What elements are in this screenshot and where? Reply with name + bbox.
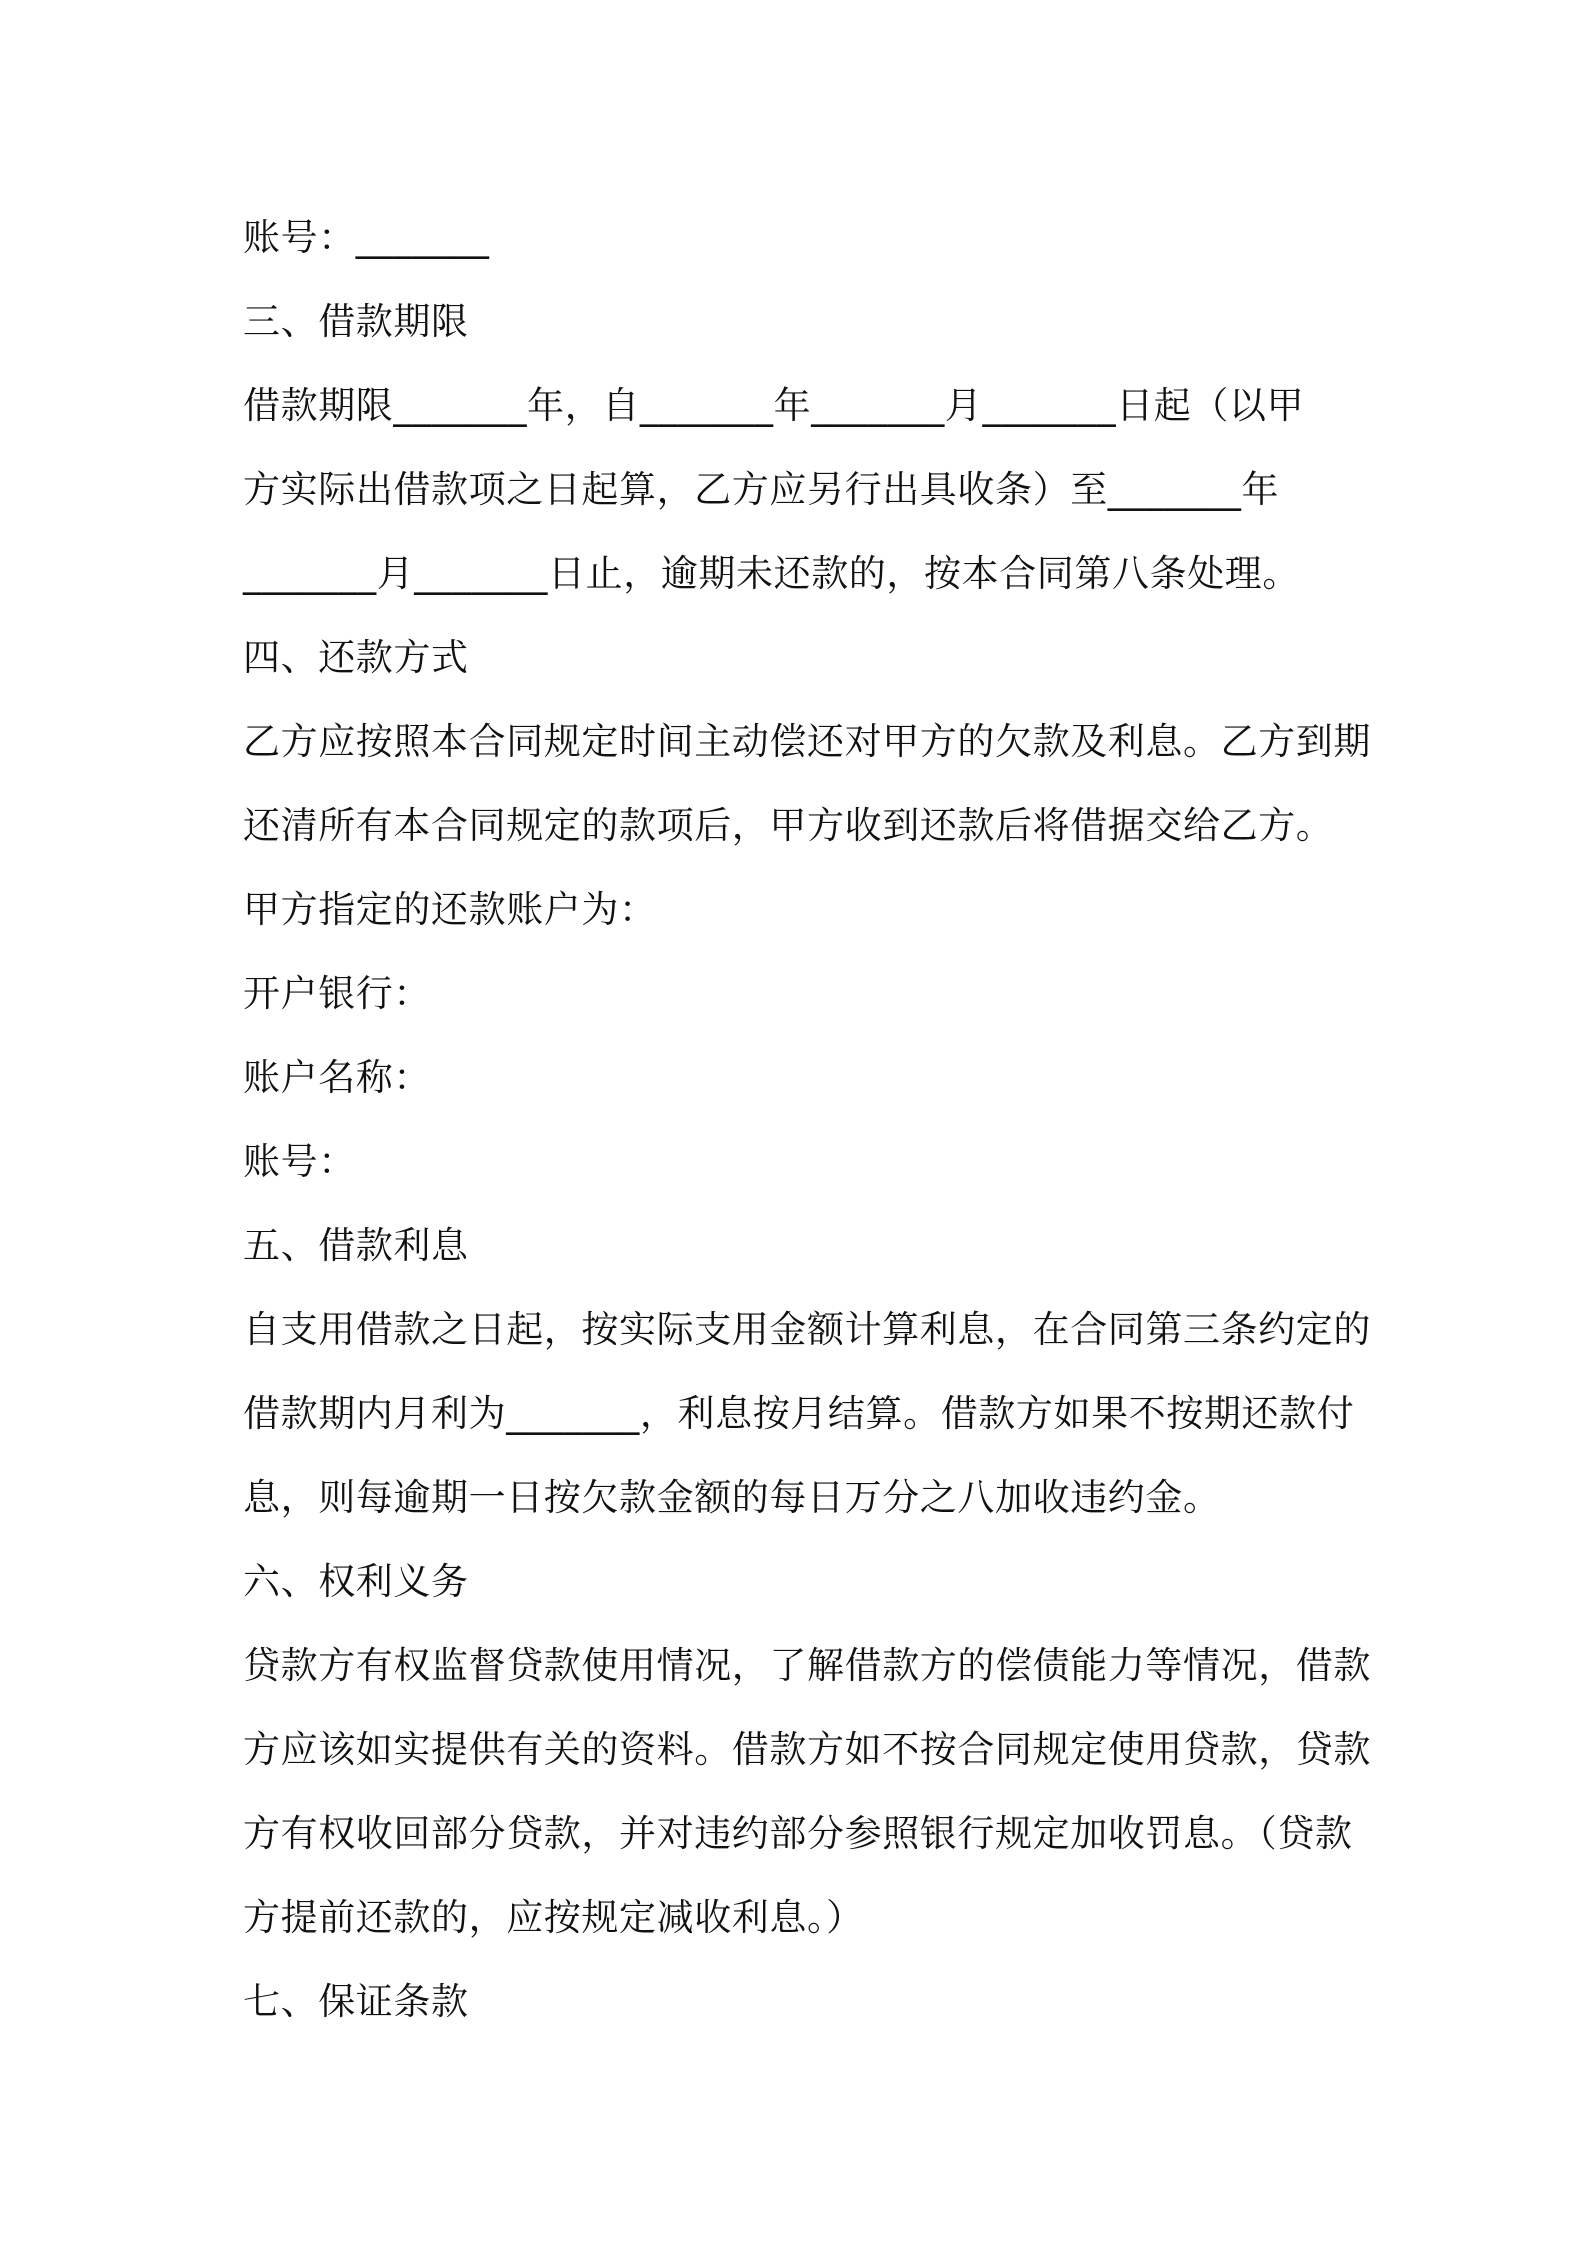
paragraph-line: _______月_______日止，逾期未还款的，按本合同第八条处理。 bbox=[243, 552, 1300, 595]
paragraph-line: 方提前还款的，应按规定减收利息。） bbox=[243, 1896, 864, 1939]
paragraph-line: 方有权收回部分贷款，并对违约部分参照银行规定加收罚息。（贷款 bbox=[243, 1812, 1353, 1855]
paragraph-line: 还清所有本合同规定的款项后，甲方收到还款后将借据交给乙方。 bbox=[243, 804, 1334, 847]
paragraph-line: 方应该如实提供有关的资料。借款方如不按合同规定使用贷款，贷款 bbox=[243, 1728, 1371, 1771]
paragraph-line: 贷款方有权监督贷款使用情况，了解借款方的偿债能力等情况，借款 bbox=[243, 1644, 1371, 1687]
document-page bbox=[243, 196, 1371, 2044]
paragraph-line: 借款期内月利为_______，利息按月结算。借款方如果不按期还款付 bbox=[243, 1392, 1355, 1435]
section-heading-loan-term: 三、借款期限 bbox=[243, 300, 469, 343]
account-number-field-line: 账号： bbox=[243, 1140, 356, 1183]
account-line: 账号：_______ bbox=[243, 216, 490, 259]
section-heading-guarantee: 七、保证条款 bbox=[243, 1980, 469, 2023]
paragraph-line: 甲方指定的还款账户为： bbox=[243, 888, 657, 931]
account-name-field-line: 账户名称： bbox=[243, 1056, 431, 1099]
paragraph-line: 息，则每逾期一日按欠款金额的每日万分之八加收违约金。 bbox=[243, 1476, 1221, 1519]
paragraph-line: 乙方应按照本合同规定时间主动偿还对甲方的欠款及利息。乙方到期 bbox=[243, 720, 1371, 763]
section-heading-repayment: 四、还款方式 bbox=[243, 636, 469, 679]
section-heading-rights: 六、权利义务 bbox=[243, 1560, 469, 1603]
section-heading-interest: 五、借款利息 bbox=[243, 1224, 469, 1267]
paragraph-line: 自支用借款之日起，按实际支用金额计算利息，在合同第三条约定的 bbox=[243, 1308, 1371, 1351]
paragraph-line: 方实际出借款项之日起算，乙方应另行出具收条）至_______年 bbox=[243, 468, 1280, 511]
paragraph-line: 借款期限_______年，自_______年_______月_______日起（以甲 bbox=[243, 384, 1305, 427]
bank-field-line: 开户银行： bbox=[243, 972, 431, 1015]
